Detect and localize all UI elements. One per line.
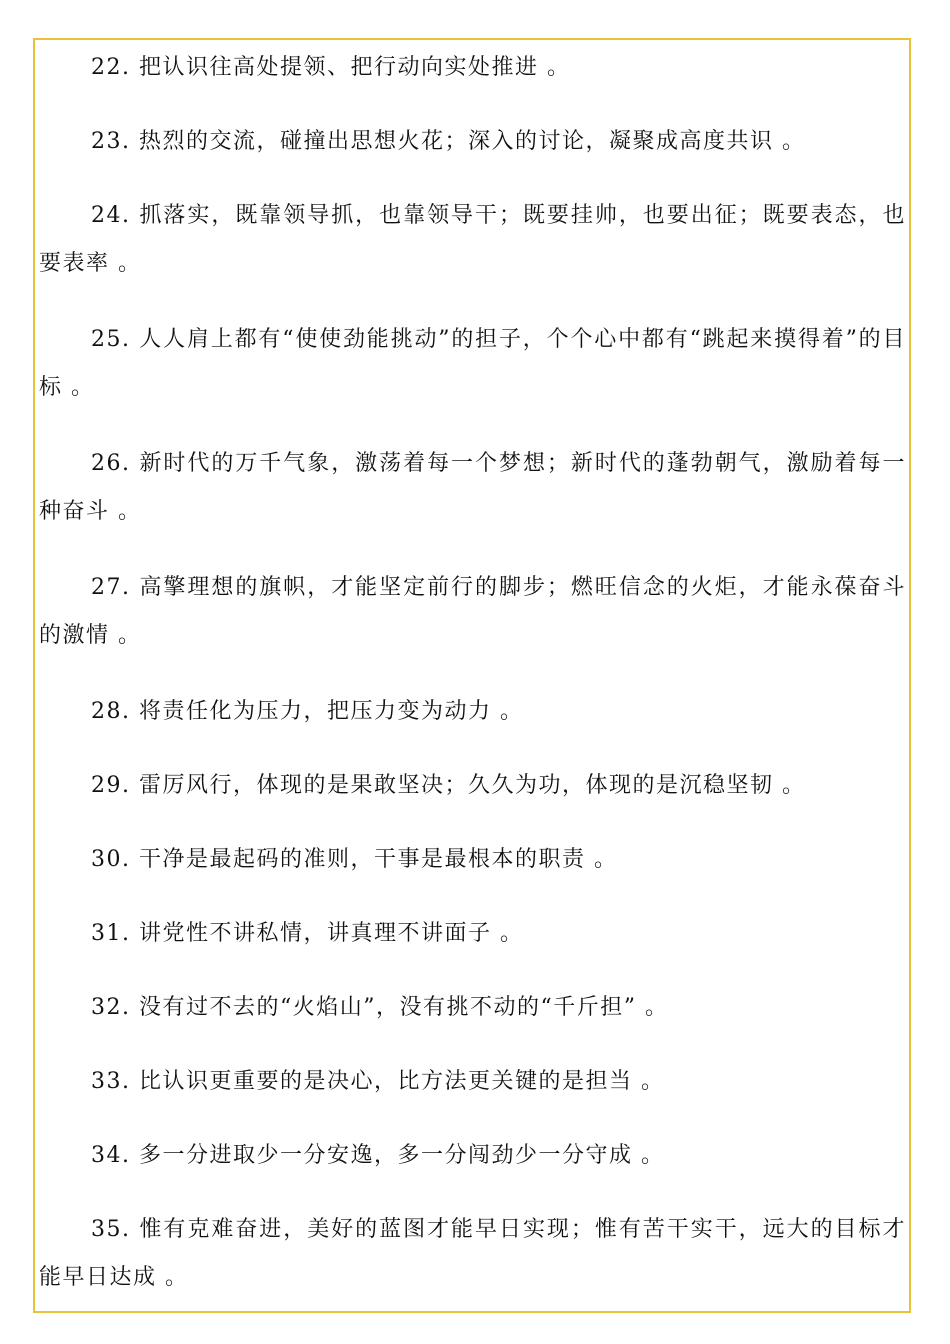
list-item: 23. 热烈的交流，碰撞出思想火花；深入的讨论，凝聚成高度共识 。 xyxy=(91,129,806,154)
list-item: 31. 讲党性不讲私情，讲真理不讲面子 。 xyxy=(91,921,524,946)
list-item: 35. 惟有克难奋进，美好的蓝图才能早日实现；惟有苦干实干，远大的目标才能早日达成 。 xyxy=(39,1217,906,1290)
list-item: 25. 人人肩上都有“使使劲能挑动”的担子，个个心中都有“跳起来摸得着”的目标 。 xyxy=(39,327,906,400)
list-item: 22. 把认识往高处提领、把行动向实处推进 。 xyxy=(91,55,571,80)
list-item: 26. 新时代的万千气象，激荡着每一个梦想；新时代的蓬勃朝气，激励着每一种奋斗 。 xyxy=(39,451,906,524)
list-item: 28. 将责任化为压力，把压力变为动力 。 xyxy=(91,699,524,724)
list-item: 34. 多一分进取少一分安逸，多一分闯劲少一分守成 。 xyxy=(91,1143,665,1168)
list-item: 30. 干净是最起码的准则，干事是最根本的职责 。 xyxy=(91,847,618,872)
list-item: 24. 抓落实，既靠领导抓，也靠领导干；既要挂帅，也要出征；既要表态，也要表率 。 xyxy=(39,203,906,276)
list-item: 27. 高擎理想的旗帜，才能坚定前行的脚步；燃旺信念的火炬，才能永葆奋斗的激情 。 xyxy=(39,575,906,648)
list-item: 29. 雷厉风行，体现的是果敢坚决；久久为功，体现的是沉稳坚韧 。 xyxy=(91,773,806,798)
quote-list xyxy=(39,44,906,1302)
list-item: 33. 比认识更重要的是决心，比方法更关键的是担当 。 xyxy=(91,1069,665,1094)
list-item: 32. 没有过不去的“火焰山”，没有挑不动的“千斤担” 。 xyxy=(91,995,669,1020)
